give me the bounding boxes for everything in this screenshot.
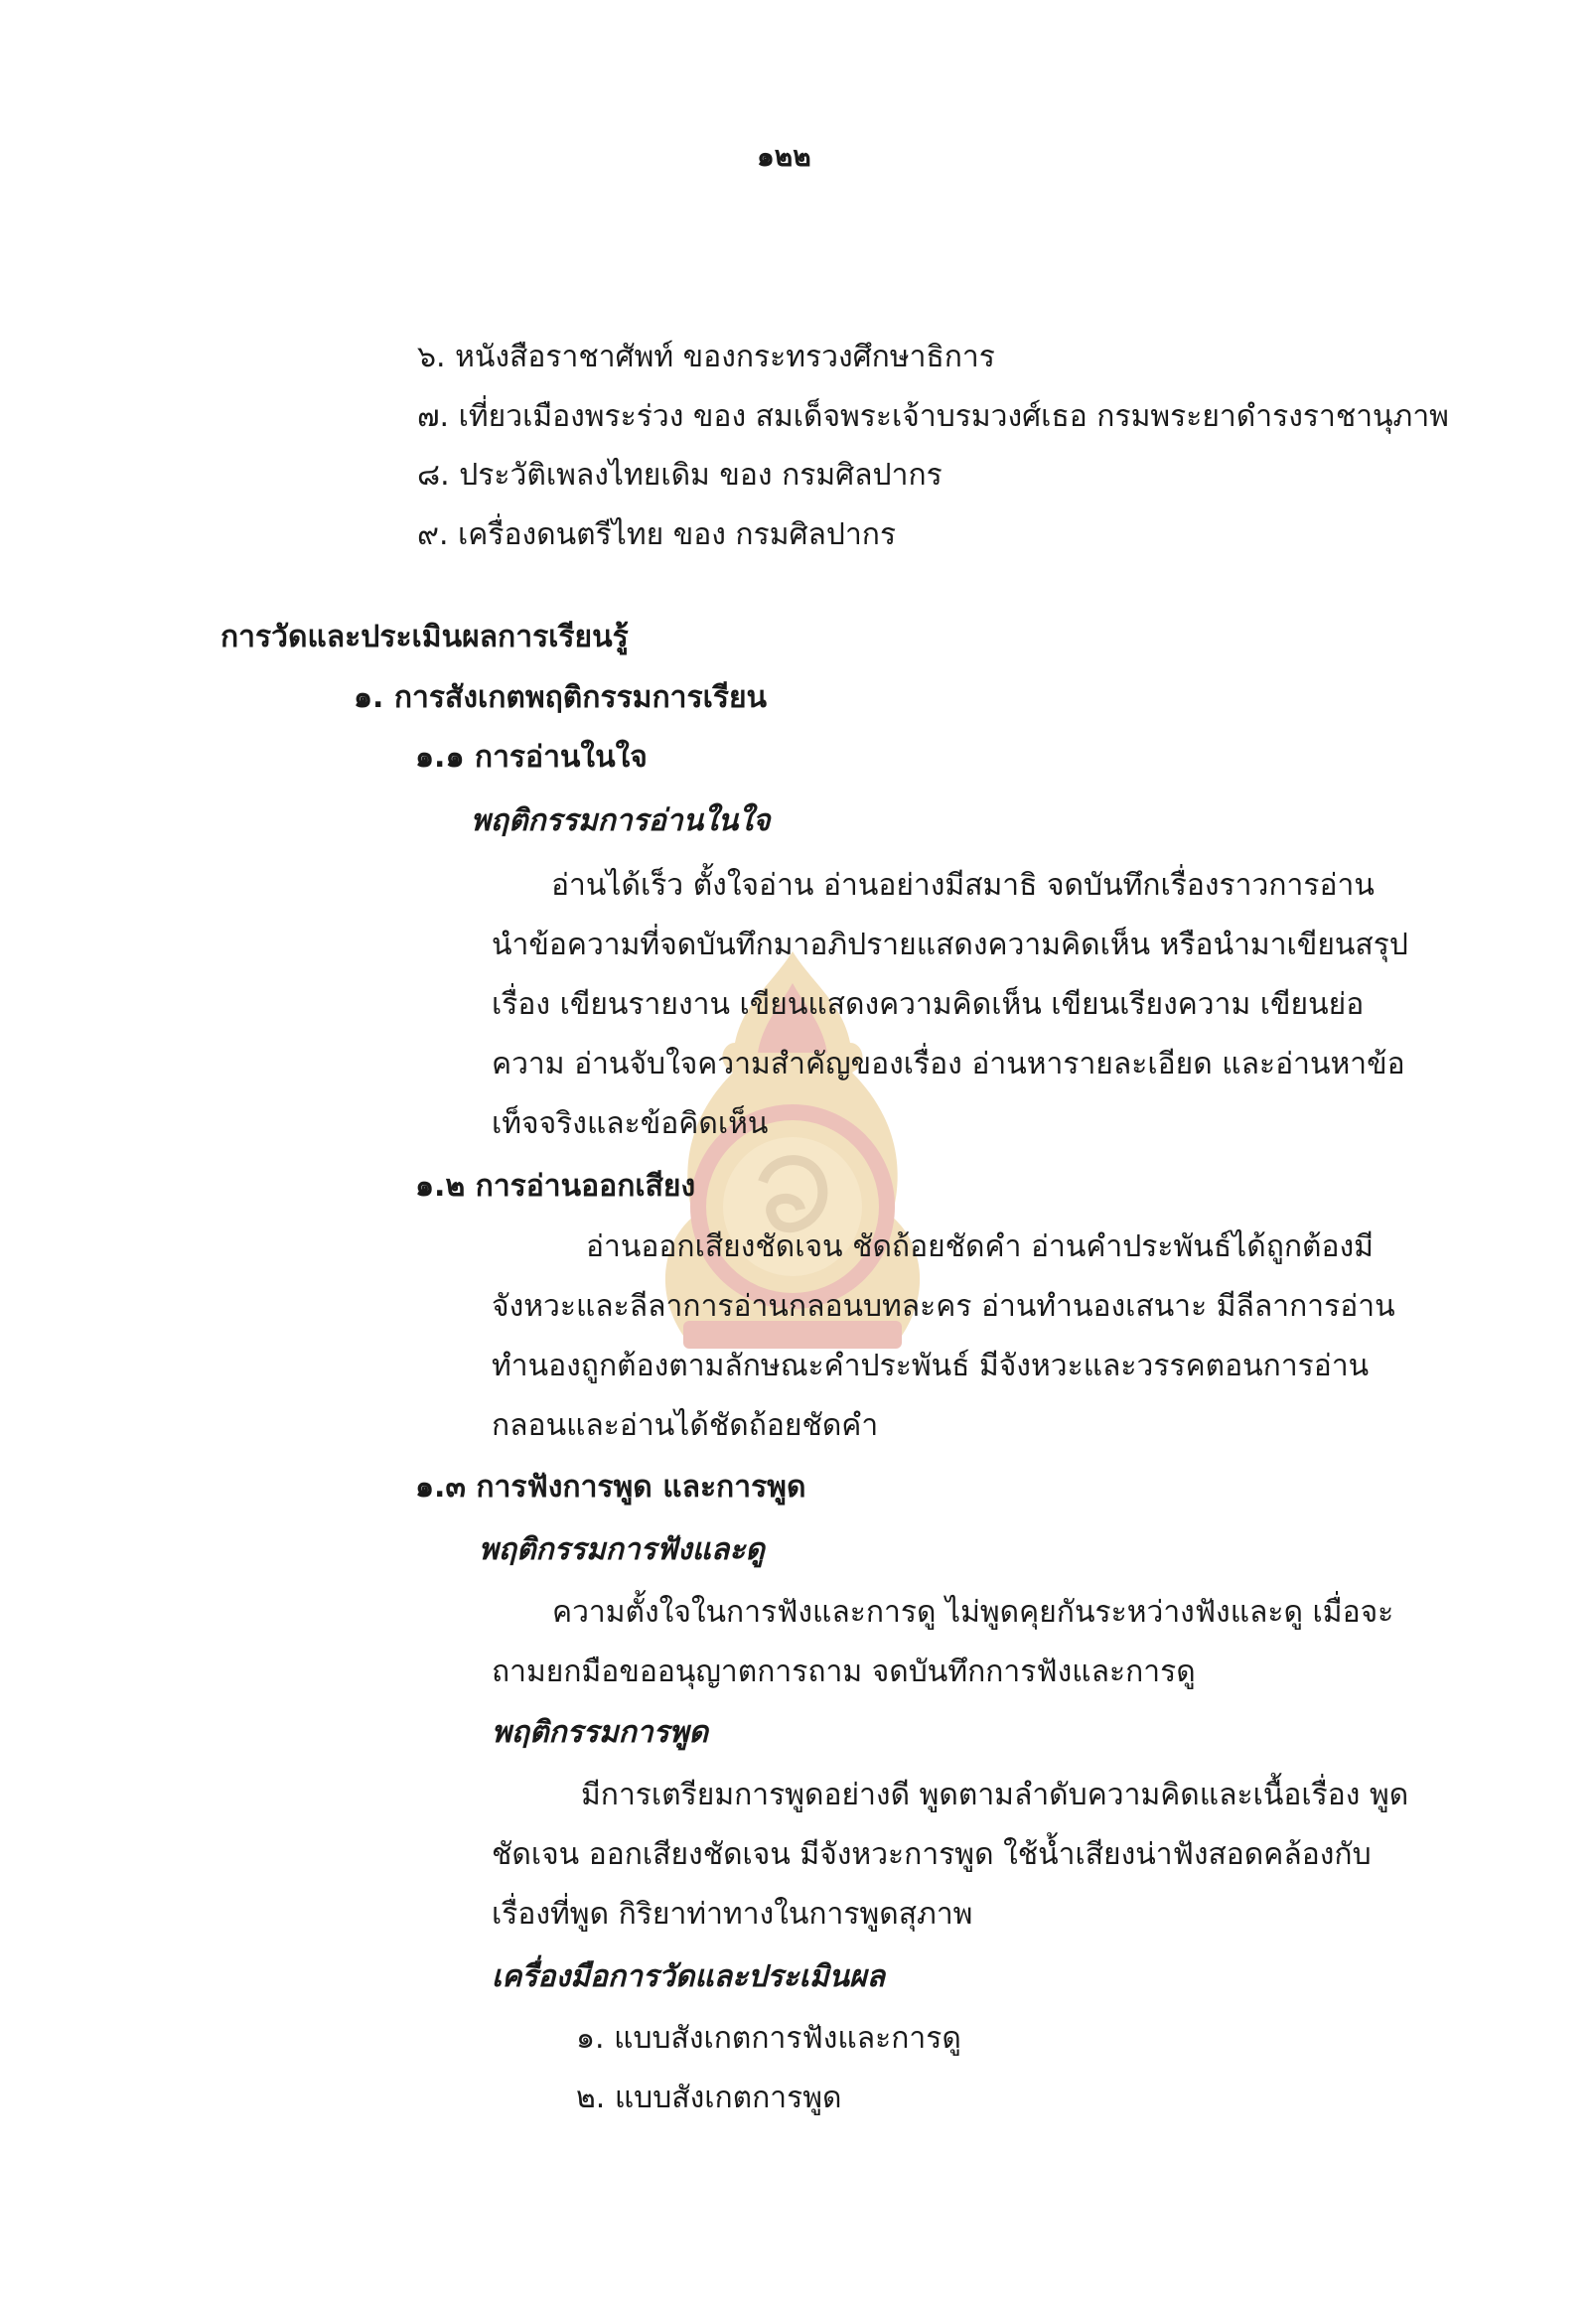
subsection-heading: ๑.๒ การอ่านออกเสียง: [415, 1169, 696, 1204]
behavior-heading: พฤติกรรมการอ่านในใจ: [471, 803, 771, 838]
reference-item: ๙. เครื่องดนตรีไทย ของ กรมศิลปากร: [417, 517, 897, 552]
item-heading: ๑. การสังเกตพฤติกรรมการเรียน: [354, 680, 768, 715]
paragraph-line: เท็จจริงและข้อคิดเห็น: [492, 1106, 769, 1141]
paragraph-line: ความ อ่านจับใจความสำคัญของเรื่อง อ่านหารายละเอียด และอ่านหาข้อ: [492, 1047, 1405, 1081]
section-title: การวัดและประเมินผลการเรียนรู้: [220, 620, 629, 654]
reference-item: ๖. หนังสือราชาศัพท์ ของกระทรวงศึกษาธิการ: [417, 340, 995, 374]
paragraph-line: ชัดเจน ออกเสียงชัดเจน มีจังหวะการพูด ใช้น้ำเสียงน่าฟังสอดคล้องกับ: [492, 1837, 1372, 1872]
behavior-heading: พฤติกรรมการพูด: [492, 1715, 708, 1750]
paragraph-line: กลอนและอ่านได้ชัดถ้อยชัดคำ: [492, 1408, 879, 1443]
tool-item: ๑. แบบสังเกตการฟังและการดู: [576, 2021, 961, 2056]
paragraph-line: นำข้อความที่จดบันทึกมาอภิปรายแสดงความคิดเห็น หรือนำมาเขียนสรุป: [492, 928, 1408, 962]
paragraph-line: ความตั้งใจในการฟังและการดู ไม่พูดคุยกันระหว่างฟังและดู เมื่อจะ: [552, 1595, 1394, 1630]
paragraph-line: เรื่อง เขียนรายงาน เขียนแสดงความคิดเห็น เขียนเรียงความ เขียนย่อ: [492, 987, 1365, 1022]
behavior-heading: พฤติกรรมการฟังและดู: [479, 1532, 765, 1567]
tool-item: ๒. แบบสังเกตการพูด: [576, 2081, 842, 2115]
subsection-heading: ๑.๑ การอ่านในใจ: [415, 740, 648, 775]
reference-item: ๘. ประวัติเพลงไทยเดิม ของ กรมศิลปากร: [417, 458, 943, 493]
paragraph-line: มีการเตรียมการพูดอย่างดี พูดตามลำดับความคิดและเนื้อเรื่อง พูด: [581, 1778, 1409, 1812]
reference-item: ๗. เที่ยวเมืองพระร่วง ของ สมเด็จพระเจ้าบรมวงศ์เธอ กรมพระยาดำรงราชานุภาพ: [417, 399, 1449, 434]
paragraph-line: อ่านออกเสียงชัดเจน ชัดถ้อยชัดคำ อ่านคำประพันธ์ได้ถูกต้องมี: [586, 1229, 1374, 1264]
behavior-heading: เครื่องมือการวัดและประเมินผล: [492, 1959, 885, 1994]
paragraph-line: ถามยกมือขออนุญาตการถาม จดบันทึกการฟังและการดู: [492, 1655, 1196, 1689]
paragraph-line: อ่านได้เร็ว ตั้งใจอ่าน อ่านอย่างมีสมาธิ จดบันทึกเรื่องราวการอ่าน: [551, 868, 1375, 903]
paragraph-line: เรื่องที่พูด กิริยาท่าทางในการพูดสุภาพ: [492, 1897, 973, 1932]
paragraph-line: จังหวะและลีลาการอ่านกลอนบทละคร อ่านทำนองเสนาะ มีลีลาการอ่าน: [492, 1289, 1395, 1324]
page-number: ๑๒๒: [757, 140, 811, 173]
paragraph-line: ทำนองถูกต้องตามลักษณะคำประพันธ์ มีจังหวะและวรรคตอนการอ่าน: [492, 1349, 1370, 1383]
subsection-heading: ๑.๓ การฟังการพูด และการพูด: [415, 1470, 806, 1505]
